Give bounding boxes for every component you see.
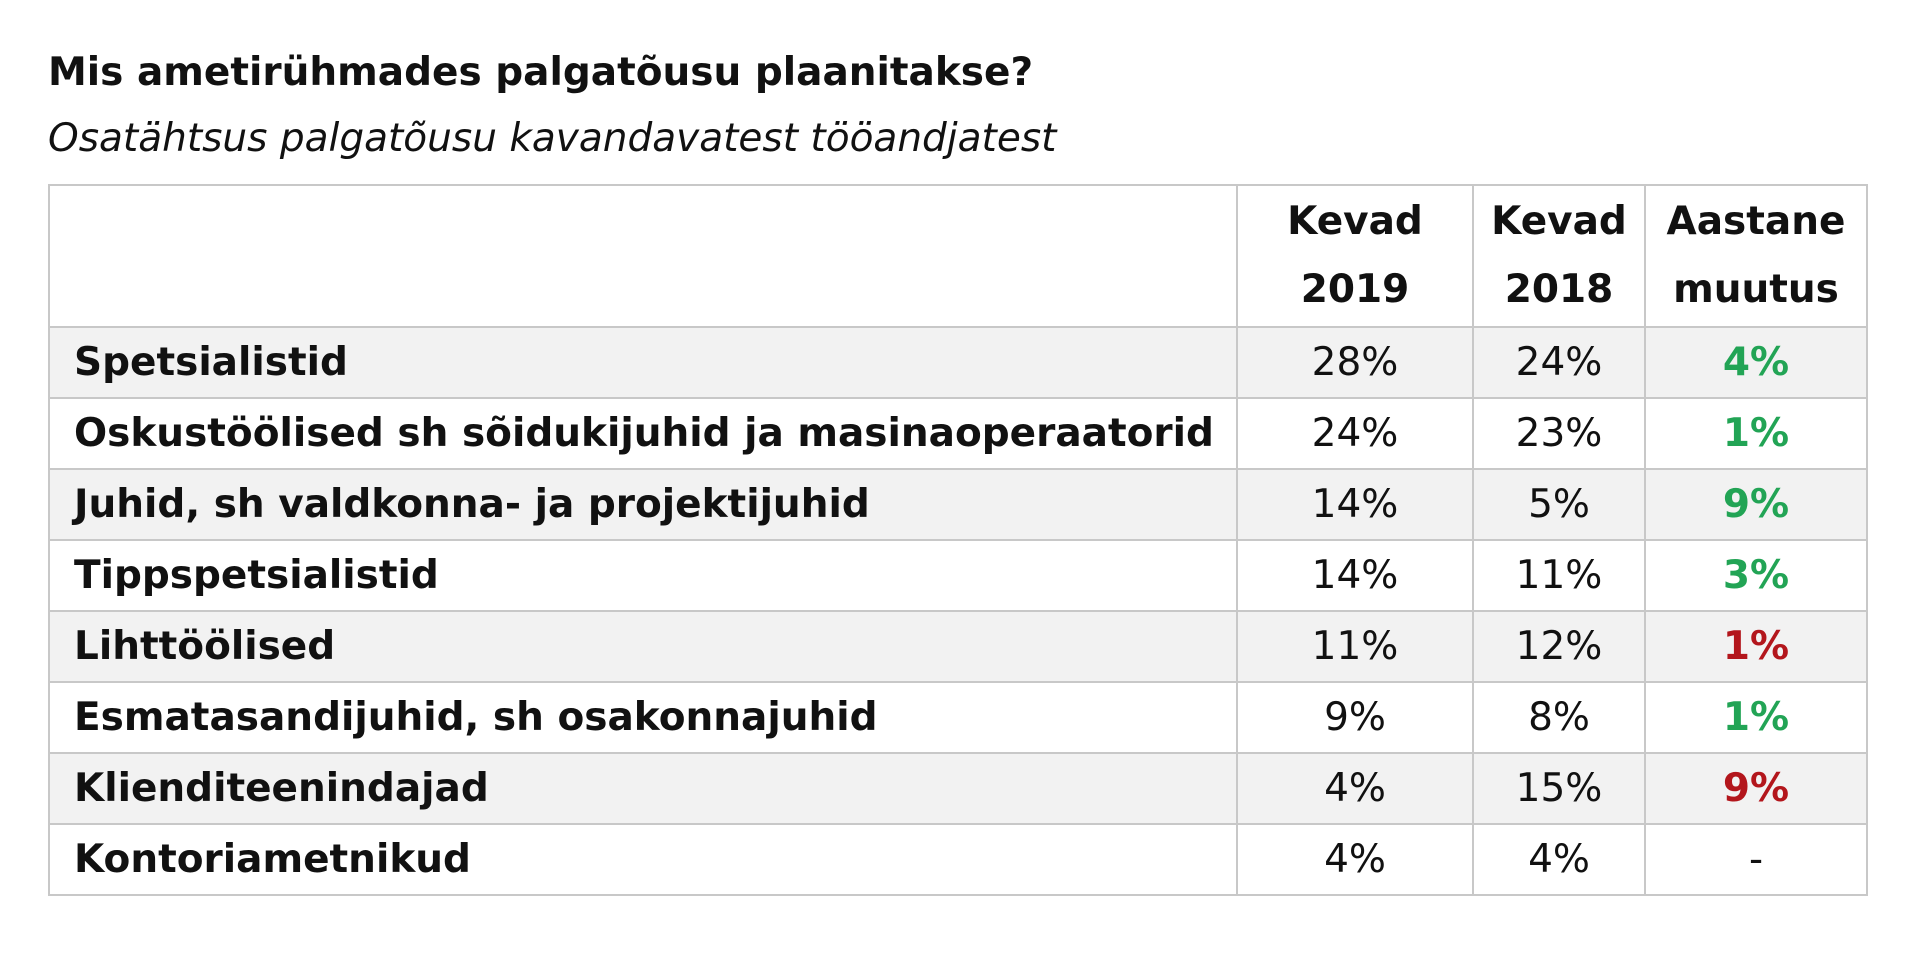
annual-change-cell: 1% [1645, 398, 1867, 469]
column-header-line: muutus [1673, 267, 1839, 312]
annual-change-cell: 9% [1645, 469, 1867, 540]
row-label-cell: Klienditeenindajad [49, 753, 1237, 824]
column-header-kevad-2019 [1237, 185, 1473, 327]
row-label-cell: Lihttöölised [49, 611, 1237, 682]
row-label-cell: Oskustöölised sh sõidukijuhid ja masinaoperaatorid [49, 398, 1237, 469]
table-row [49, 753, 1867, 824]
value-2018-cell: 11% [1473, 540, 1645, 611]
header-corner-cell [49, 185, 1237, 327]
value-2019-cell: 4% [1237, 753, 1473, 824]
column-header-line: Aastane [1666, 199, 1846, 244]
row-label-cell: Esmatasandijuhid, sh osakonnajuhid [49, 682, 1237, 753]
chart-title: Mis ametirühmades palgatõusu plaanitakse? [48, 50, 1034, 95]
column-header-line: Kevad [1287, 199, 1423, 244]
value-2018-cell: 8% [1473, 682, 1645, 753]
data-table [48, 184, 1868, 896]
value-2019-cell: 14% [1237, 469, 1473, 540]
value-2019-cell: 14% [1237, 540, 1473, 611]
table-row [49, 327, 1867, 398]
value-2018-cell: 24% [1473, 327, 1645, 398]
value-2019-cell: 9% [1237, 682, 1473, 753]
annual-change-cell: - [1645, 824, 1867, 895]
value-2018-cell: 23% [1473, 398, 1645, 469]
header-row [49, 185, 1867, 327]
value-2019-cell: 28% [1237, 327, 1473, 398]
value-2019-cell: 4% [1237, 824, 1473, 895]
annual-change-cell: 4% [1645, 327, 1867, 398]
row-label-cell: Juhid, sh valdkonna- ja projektijuhid [49, 469, 1237, 540]
column-header-aastane-muutus [1645, 185, 1867, 327]
column-header-line: 2018 [1504, 267, 1614, 312]
column-header-line: 2019 [1300, 267, 1410, 312]
table-row [49, 611, 1867, 682]
annual-change-cell: 1% [1645, 611, 1867, 682]
row-label-cell: Kontoriametnikud [49, 824, 1237, 895]
value-2018-cell: 5% [1473, 469, 1645, 540]
value-2018-cell: 4% [1473, 824, 1645, 895]
value-2019-cell: 11% [1237, 611, 1473, 682]
value-2019-cell: 24% [1237, 398, 1473, 469]
table-row [49, 469, 1867, 540]
value-2018-cell: 15% [1473, 753, 1645, 824]
table-row [49, 398, 1867, 469]
table-row [49, 824, 1867, 895]
table-figure [48, 40, 1868, 896]
value-2018-cell: 12% [1473, 611, 1645, 682]
row-label-cell: Spetsialistid [49, 327, 1237, 398]
column-header-line: Kevad [1491, 199, 1627, 244]
annual-change-cell: 9% [1645, 753, 1867, 824]
annual-change-cell: 1% [1645, 682, 1867, 753]
chart-subtitle: Osatähtsus palgatõusu kavandavatest tööandjatest [48, 116, 1057, 161]
table-body [49, 327, 1867, 895]
row-label-cell: Tippspetsialistid [49, 540, 1237, 611]
column-header-kevad-2018 [1473, 185, 1645, 327]
annual-change-cell: 3% [1645, 540, 1867, 611]
table-row [49, 682, 1867, 753]
table-row [49, 540, 1867, 611]
